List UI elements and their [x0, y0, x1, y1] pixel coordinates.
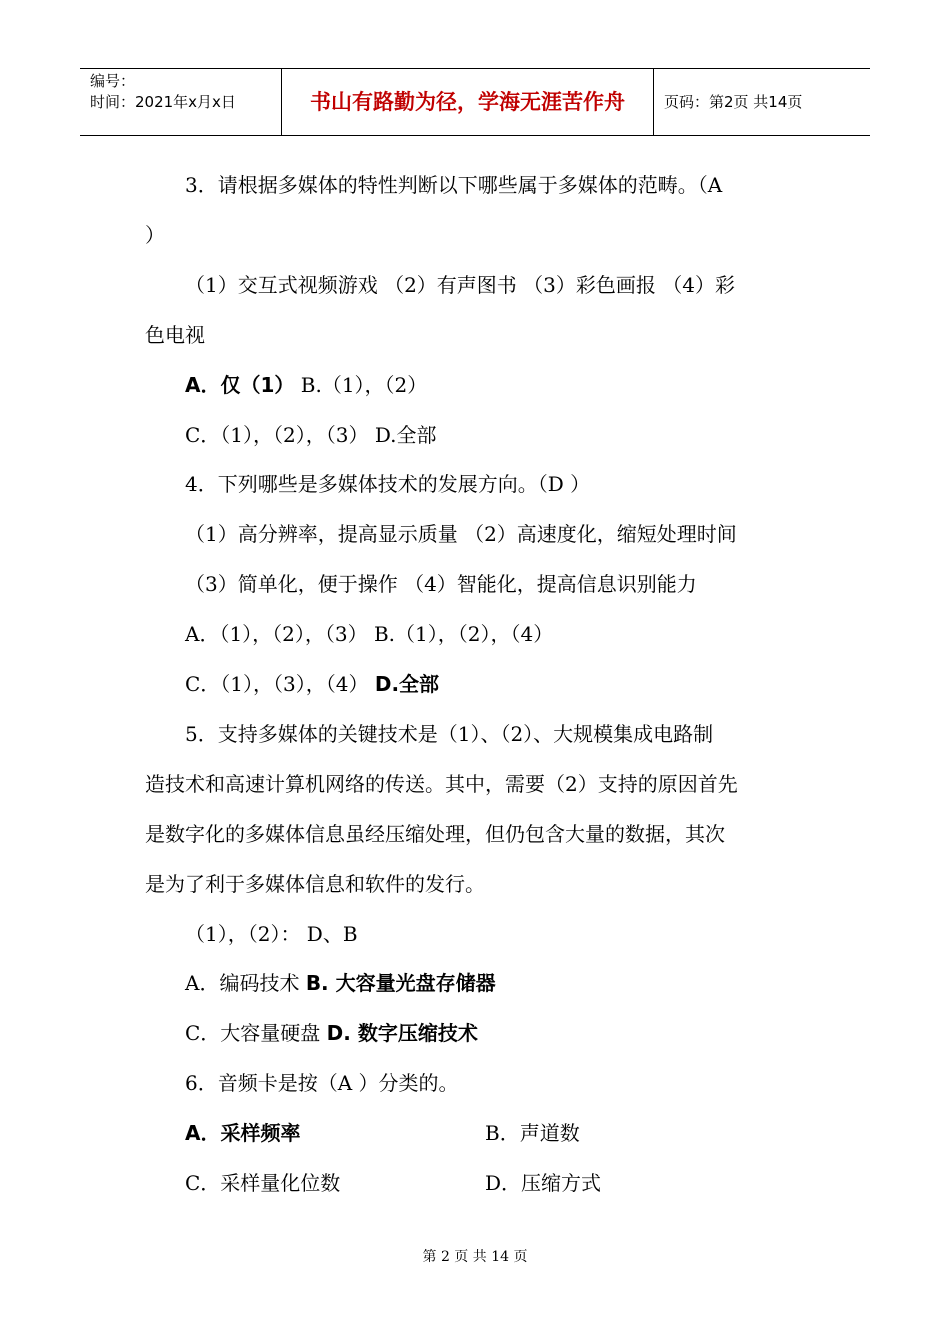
- text-line: [185, 459, 590, 509]
- text-line: [145, 310, 205, 360]
- bold-answer-text: D.全部: [374, 672, 440, 696]
- document-number-label: 编号：: [90, 72, 136, 90]
- text-segment: 造技术和高速计算机网络的传送。其中，需要（2）支持的原因首先: [145, 771, 738, 796]
- text-line: [145, 809, 725, 859]
- page-header: [80, 68, 870, 136]
- text-line: [185, 909, 358, 959]
- header-meta: [80, 69, 282, 135]
- text-segment: C．（1），（3），（4）: [185, 672, 375, 696]
- text-segment: B.（1），（2）: [294, 372, 428, 397]
- text-line: [185, 260, 735, 310]
- text-line: [185, 1108, 300, 1158]
- bold-answer-text: B. 大容量光盘存储器: [305, 971, 496, 996]
- text-line: [185, 1058, 459, 1108]
- text-line: [185, 659, 439, 709]
- text-segment: 色电视: [145, 322, 205, 347]
- text-line: [185, 709, 713, 759]
- text-line: [185, 958, 496, 1008]
- text-line: [185, 1158, 340, 1208]
- document-time-label: 时间：2021年x月x日: [90, 93, 236, 111]
- text-line: [185, 1008, 478, 1058]
- text-segment: （1），（2）： D、B: [185, 921, 358, 946]
- text-segment: 5．支持多媒体的关键技术是（1）、（2）、大规模集成电路制: [185, 721, 714, 746]
- bold-answer-text: A．仅（1）: [185, 372, 295, 397]
- text-line: [185, 559, 697, 609]
- bold-answer-text: A．采样频率: [185, 1121, 301, 1146]
- header-motto: 书山有路勤为径，学海无涯苦作舟: [282, 69, 654, 135]
- text-line: [145, 859, 485, 909]
- text-segment: C．（1），（2），（3） D.全部: [185, 422, 437, 447]
- text-segment: C．采样量化位数: [185, 1171, 341, 1195]
- text-line: [185, 509, 737, 559]
- text-line: [185, 160, 722, 210]
- text-line: [185, 410, 437, 460]
- text-segment: 是为了利于多媒体信息和软件的发行。: [145, 871, 485, 896]
- text-line: [145, 210, 165, 260]
- text-segment: （1）交互式视频游戏 （2）有声图书 （3）彩色画报 （4）彩: [185, 272, 735, 297]
- text-segment: （1）高分辨率，提高显示质量 （2）高速度化，缩短处理时间: [185, 522, 737, 547]
- text-line: [185, 609, 553, 659]
- text-segment: （3）简单化，便于操作 （4）智能化，提高信息识别能力: [185, 572, 697, 597]
- bold-answer-text: D. 数字压缩技术: [326, 1021, 478, 1046]
- option-right-column: D．压缩方式: [485, 1171, 602, 1195]
- text-segment: C．大容量硬盘: [185, 1021, 327, 1046]
- text-segment: A．（1），（2），（3） B.（1），（2），（4）: [185, 622, 554, 647]
- text-segment: 是数字化的多媒体信息虽经压缩处理，但仍包含大量的数据，其次: [145, 821, 725, 846]
- text-line: [185, 360, 427, 410]
- text-segment: 6．音频卡是按（A ）分类的。: [185, 1071, 459, 1096]
- header-page-info: 页码：第2页 共14页: [664, 93, 803, 111]
- page-footer: 第 2 页 共 14 页: [422, 1249, 528, 1265]
- text-segment: A．编码技术: [185, 971, 306, 996]
- text-segment: 4．下列哪些是多媒体技术的发展方向。（D ）: [185, 472, 591, 497]
- text-line: [145, 759, 738, 809]
- text-segment: ）: [145, 222, 165, 247]
- option-right-column: B．声道数: [485, 1121, 580, 1146]
- text-segment: 3．请根据多媒体的特性判断以下哪些属于多媒体的范畴。（A: [185, 173, 723, 197]
